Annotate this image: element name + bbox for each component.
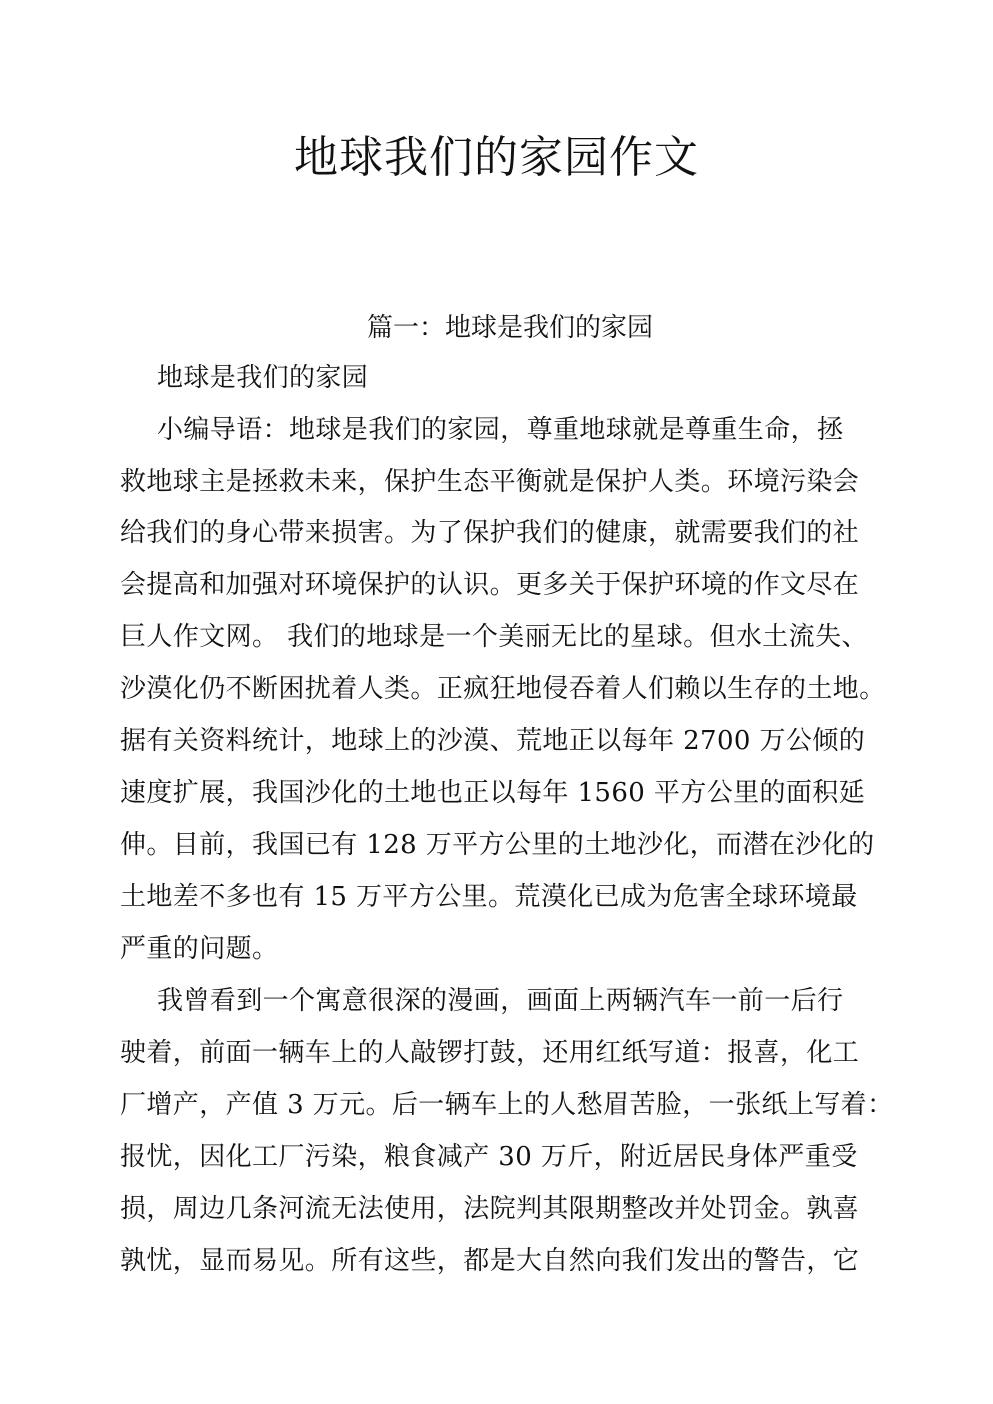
paragraph-line: 我曾看到一个寓意很深的漫画，画面上两辆汽车一前一后行 [157, 986, 844, 1016]
paragraph-line: 损，周边几条河流无法使用，法院判其限期整改并处罚金。孰喜 [120, 1194, 860, 1224]
paragraph-line: 驶着，前面一辆车上的人敲锣打鼓，还用红纸写道：报喜，化工 [120, 1038, 860, 1068]
paragraph-line: 救地球主是拯救未来，保护生态平衡就是保护人类。环境污染会 [120, 467, 860, 497]
document-title: 地球我们的家园作文 [294, 132, 699, 183]
paragraph-line: 伸。目前，我国已有 128 万平方公里的土地沙化，而潜在沙化的 [120, 830, 875, 860]
paragraph-line: 严重的问题。 [120, 934, 279, 964]
paragraph-line: 巨人作文网。 我们的地球是一个美丽无比的星球。但水土流失、 [120, 622, 868, 652]
paragraph-line: 给我们的身心带来损害。为了保护我们的健康，就需要我们的社 [120, 518, 860, 548]
section-heading: 篇一：地球是我们的家园 [366, 313, 653, 343]
paragraph-line: 报忧，因化工厂污染，粮食减产 30 万斤，附近居民身体严重受 [120, 1142, 858, 1172]
paragraph-line: 厂增产，产值 3 万元。后一辆车上的人愁眉苦脸，一张纸上写着： [120, 1090, 894, 1120]
paragraph-line: 孰忧，显而易见。所有这些，都是大自然向我们发出的警告，它 [120, 1246, 860, 1276]
paragraph-line: 速度扩展，我国沙化的土地也正以每年 1560 平方公里的面积延 [120, 778, 866, 808]
subtitle-line: 地球是我们的家园 [157, 363, 369, 393]
paragraph-line: 土地差不多也有 15 万平方公里。荒漠化已成为危害全球环境最 [120, 882, 858, 912]
paragraph-line: 会提高和加强对环境保护的认识。更多关于保护环境的作文尽在 [120, 570, 860, 600]
paragraph-line: 沙漠化仍不断困扰着人类。正疯狂地侵吞着人们赖以生存的土地。 [120, 674, 886, 704]
paragraph-line: 据有关资料统计，地球上的沙漠、荒地正以每年 2700 万公倾的 [120, 726, 866, 756]
paragraph-line: 小编导语：地球是我们的家园，尊重地球就是尊重生命，拯 [157, 415, 844, 445]
